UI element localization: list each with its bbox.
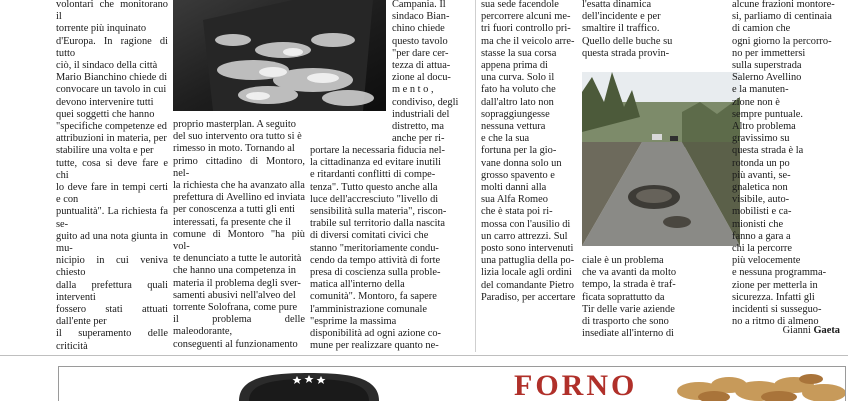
column-text: sua sede facendole percorrere alcuni me- tri fuori controllo pri- ma che il veicolo arre- stasse la sua corsa appena prima di una curva. Solo il fato ha voluto che dall'altro lato non sopraggiungesse nessuna vettura e che la sua fortuna per la gio- vane donna solo un grosso spavento e molti danni alla sua Alfa Romeo che è stata poi ri- mossa con l'ausilio di un carro attrezzi. Sul posto sono intervenuti una pattuglia della po- lizia locale agli ordini del comandante Pietro Paradiso, per accertare: [481, 0, 576, 303]
column-divider: [475, 0, 476, 352]
article-column-3-bottom: [310, 145, 466, 351]
article-column-5-bottom: [582, 255, 694, 351]
page-divider: [0, 355, 848, 356]
author-first-name: Gianni: [782, 325, 811, 336]
author-byline: [732, 325, 840, 336]
column-text: l'esatta dinamica dell'incidente e per smaltire il traffico. Quello delle buche su questa strada provin-: [582, 0, 673, 59]
article-column-1: [56, 0, 168, 351]
article-column-5-top: [582, 0, 694, 63]
column-text: proprio masterplan. A seguito del suo intervento ora tutto si è rimesso in moto. Tornando al primo cittadino di Montoro, nel- la richiesta che ha avanzato alla prefettura di Avellino ed inviata per conoscenza a tutti gli enti interessati, fa presente che il comune di Montoro "ha più vol- te denunciato a tutte le autorità che hanno una competenza in materia il problema degli sver- samenti abusivi nell'alveo del torrente Solofrana, come pure il problema delle maleodorante, conseguenti al funzionamento: [173, 119, 305, 350]
author-last-name: Gaeta: [813, 325, 840, 336]
article-column-2: [173, 119, 305, 351]
ad-bakery-title: FORNO: [514, 369, 638, 401]
column-text: volontari che monitorano il torrente più inquinato d'Europa. In ragione di tutto ciò, il sindaco della città Mario Bianchino chiede di convocare un tavolo in cui devono intervenire tutti quei soggetti che hanno "specifiche competenze ed attribuzioni in materia, per stabilire una volta e per tutte, cosa si deve fare e chi lo deve fare in tempi certi e con puntualità". La richiesta fa se- guito ad una nota giunta in mu- nicipio in cui veniva chiesto dalla prefettura quali interventi fossero stati attuati dall'ente per il superamento delle criticità: [56, 0, 168, 351]
article-column-3-top: [392, 0, 466, 145]
pothole-road-photo: [582, 72, 740, 246]
column-text: Campania. Il sindaco Bian- chino chiede questo tavolo "per dare cer- tezza di attua- zione al docu- m e n t o , condiviso, degli industriali del distretto, ma anche per ri-: [392, 0, 459, 145]
river-foam-photo: [173, 0, 386, 111]
column-text: alcune frazioni montore- si, parliamo di centinaia di camion che ogni giorno la percorro- no per immettersi sulla superstrada Salerno Avellino e la manuten- zione non è sempre puntuale. Altro problema gravissimo su questa strada è la rotonda un po più avanti, se- gnaletica non visibile, auto- mobilisti e ca- mionisti che fanno a gara a chi la percorre più velocemente e nessuna programma- zione per metterla in sicurezza. Infatti gli incidenti si susseguo- no a ritmo di almeno: [732, 0, 835, 328]
advertisement-banner: [58, 366, 846, 401]
column-text: portare la necessaria fiducia nel- la cittadinanza ed evitare inutili e ritardanti conflitti di compe- tenza". Tutto questo anche alla luce dell'accresciuto "livello di sensibilità sulla materia", riscon- trabile sul territorio dalla nascita di diversi comitati civici che stanno "meritoriamente condu- cendo da tempo attività di forte presa di coscienza sulla proble- matica all'interno della comunità". Montoro, fa sapere l'amministrazione comunale "esprime la massima disponibilità ad ogni azione co- mune per realizzare quanto ne-: [310, 145, 447, 351]
article-column-6: [732, 0, 844, 329]
article-column-4: [481, 0, 577, 351]
ad-logo-emblem: [59, 367, 845, 401]
column-text: ciale è un problema che va avanti da molto tempo, la strada è traf- ficata soprattutto da Tir delle varie aziende di trasporto che sono insediate all'interno di: [582, 255, 677, 340]
